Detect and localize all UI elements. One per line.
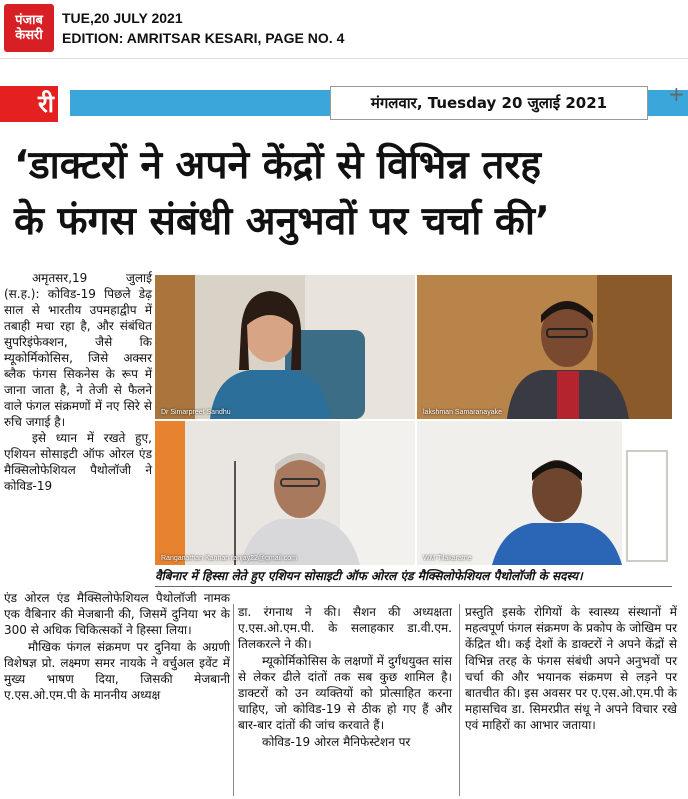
- paragraph: मौखिक फंगल संक्रमण पर दुनिया के अग्रणी विशेषज्ञ प्रो. लक्ष्मण समर नायके ने वर्चुअल इवेंट में मुख्य भाषण दिया, जिसकी मेजबानी ए.एस.ओ.एम.पी के माननीय अध्यक्ष: [4, 639, 230, 703]
- column-divider: [459, 604, 460, 796]
- column-divider: [233, 604, 234, 796]
- participant-illustration: [155, 421, 415, 565]
- page-date: मंगलवार, Tuesday 20 जुलाई 2021: [330, 86, 648, 120]
- clipping-meta: [62, 8, 344, 48]
- paragraph: डा. रंगनाथ ने की। सैशन की अध्यक्षता ए.एस.ओ.एम.पी. के सलाहकार डा.वी.एम. तिलकरत्ने ने की।: [238, 605, 452, 652]
- page-band: [0, 86, 688, 122]
- logo-line-1: पंजाब: [15, 13, 43, 28]
- participant-illustration: [417, 421, 672, 565]
- photo-caption: वैबिनार में हिस्सा लेते हुए एशियन सोसाइटी ऑफ ओरल एंड मैक्सिलोफेशियल पैथोलॉजी के सदस्य।: [155, 566, 672, 587]
- headline-line-2: के फंगस संबंधी अनुभवों पर चर्चा की’: [14, 199, 550, 244]
- participant-name: lakshman Samaranayake: [423, 409, 502, 416]
- video-tile-samaranayake: [417, 275, 672, 419]
- headline-line-1: ‘डाक्टरों ने अपने केंद्रों से विभिन्न तरह: [14, 143, 541, 188]
- clipping-header: [0, 0, 688, 59]
- video-tile-tilakaratne: [417, 421, 672, 565]
- crosshair-icon: +: [668, 82, 685, 106]
- paragraph: एंड ओरल एंड मैक्सिलोफेशियल पैथोलॉजी नामक एक वैबिनार की मेजबानी की, जिसमें दुनिया भर के 300 से अधिक चिकित्सकों ने हिस्सा लिया।: [4, 591, 230, 638]
- edition-info: EDITION: AMRITSAR KESARI, PAGE NO. 4: [62, 30, 345, 46]
- participant-illustration: [417, 275, 672, 419]
- participant-name: Dr Simarpreet Sandhu: [161, 409, 231, 416]
- video-tile-simarpreet: [155, 275, 415, 419]
- paragraph: कोविड-19 ओरल मैनिफेस्टेशन पर: [262, 734, 411, 749]
- video-tile-ranganathan: [155, 421, 415, 565]
- paragraph: अमृतसर,19 जुलाई (स.ह.): कोविड-19 पिछले डेढ़ साल से भारतीय उपमहाद्वीप में तबाही मचा रहा है, और संबंधित सुपरिइंफेक्शन, जैसे कि म्यूकोर्मिकोसिस, जिसे अक्सर ब्लैक फंगस सिकनेस के रूप में जाना जाता है, ने तेजी से फैलने वाले फंगल संक्रमणों में नए सिरे से रुचि जगाई है।: [4, 271, 152, 429]
- participant-illustration: [155, 275, 415, 419]
- paragraph: प्रस्तुति इसके रोगियों के स्वास्थ्य संस्थानों में महत्वपूर्ण फंगल संक्रमण के प्रकोप के जोखिम पर केंद्रित थी। कई देशों के डाक्टरों ने अपने केंद्रों से विभिन्न तरह के फंगस संबंधी अपने अनुभवों पर चर्चा की और भयानक संक्रमण से लड़ने पर बातचीत की। इस अवसर पर ए.एस.ओ.एम.पी के महासचिव डा. सिमरप्रीत संधू ने अपने विचार रखे एवं माहिरों का आभार जताया।: [465, 605, 677, 733]
- webinar-photo: [155, 275, 672, 565]
- article-column-3: [238, 604, 452, 750]
- publication-date: TUE,20 JULY 2021: [62, 10, 183, 26]
- paragraph: इसे ध्यान में रखते हुए, एशियन सोसाइटी ऑफ ओरल एंड मैक्सिलोफेशियल पैथोलॉजी ने कोविड-19: [4, 431, 152, 493]
- newspaper-logo: [4, 4, 54, 52]
- article-headline: [14, 138, 686, 250]
- article-column-1: [4, 270, 152, 494]
- paragraph: म्यूकोर्मिकोसिस के लक्षणों में दुर्गंधयुक्त सांस से लेकर ढीले दांतों तक सब कुछ शामिल है। डाक्टरों को उन व्यक्तियों को प्रोत्साहित करना चाहिए, जो कोविड-19 से ठीक हो गए हैं और बार-बार दांतों की जांच करवाते हैं।: [238, 653, 452, 733]
- participant-name: WM Tilakaratne: [423, 555, 472, 562]
- logo-line-2: केसरी: [15, 28, 43, 43]
- article-column-4: [465, 604, 677, 734]
- article-column-2: [4, 590, 230, 703]
- participant-name: Ranganathan Kannan ranjay22@gmail.com: [161, 555, 297, 562]
- section-label: री: [0, 86, 58, 122]
